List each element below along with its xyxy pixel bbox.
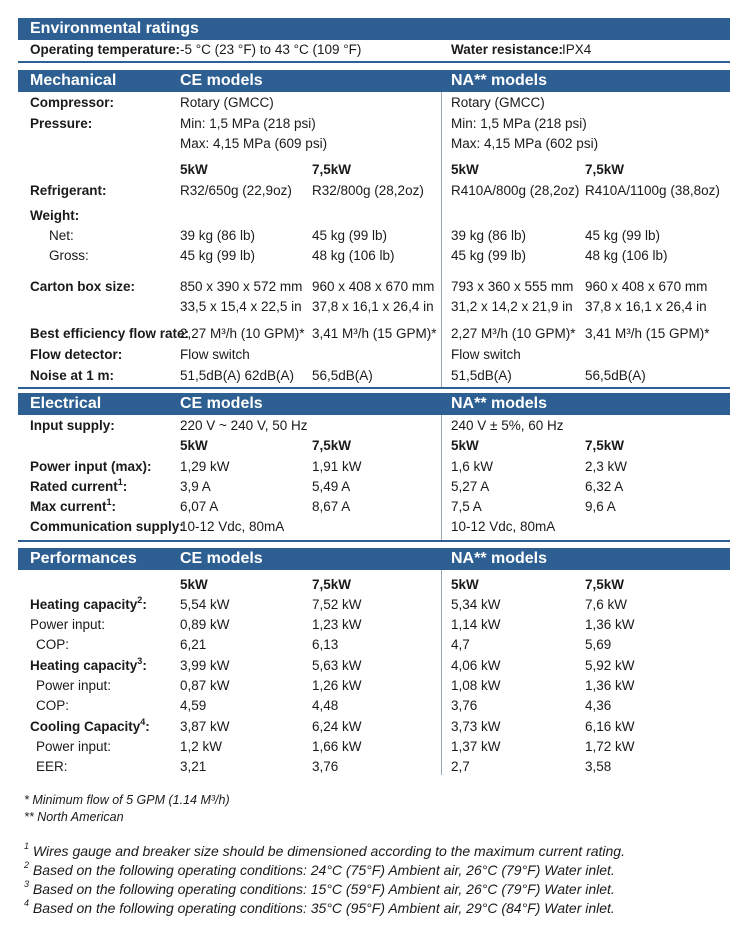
max-current-label: Max current$^1$: <box>30 496 117 514</box>
footnote-ref: 1 <box>106 496 112 507</box>
heating-capacity-value: 5,92 kW <box>585 658 635 673</box>
section-divider <box>18 387 730 389</box>
flow-rate-value: 3,41 M³/h (15 GPM)* <box>585 326 710 341</box>
col-header-5kw: 5kW <box>451 438 479 453</box>
col-header-5kw: 5kW <box>180 438 208 453</box>
power-input-label: Power input: <box>36 678 112 693</box>
col-header-75kw: 7,5kW <box>585 438 625 453</box>
power-input-label: Power input: <box>30 617 106 632</box>
water-resistance-value: IPX4 <box>562 42 592 57</box>
refrigerant-value: R410A/800g (28,2oz) <box>451 183 580 198</box>
pressure-label: Pressure: <box>30 116 93 131</box>
footnote-ref: 2 <box>137 594 143 605</box>
electrical-title: Electrical <box>30 395 102 412</box>
gross-weight-value: 48 kg (106 lb) <box>312 248 395 263</box>
net-weight-value: 39 kg (86 lb) <box>180 228 256 243</box>
communication-supply-ce: 10-12 Vdc, 80mA <box>180 519 285 534</box>
gross-weight-label: Gross: <box>49 248 89 263</box>
power-input-value: 1,26 kW <box>312 678 362 693</box>
cop-label: COP: <box>36 698 70 713</box>
power-input-value: 1,37 kW <box>451 739 501 754</box>
carton-mm-value: 960 x 408 x 670 mm <box>312 279 435 294</box>
power-input-value: 0,89 kW <box>180 617 230 632</box>
heating-capacity-value: 5,54 kW <box>180 597 230 612</box>
net-weight-label: Net: <box>49 228 74 243</box>
power-input-value: 1,72 kW <box>585 739 635 754</box>
environmental-header <box>18 18 730 40</box>
heating-capacity-value: 7,6 kW <box>585 597 628 612</box>
refrigerant-value: R410A/1100g (38,8oz) <box>585 183 720 198</box>
north-american-note: ** North American <box>24 810 124 824</box>
gross-weight-value: 48 kg (106 lb) <box>585 248 668 263</box>
eer-value: 3,76 <box>312 759 339 774</box>
col-header-75kw: 7,5kW <box>585 577 625 592</box>
pressure-na-min: Min: 1,5 MPa (218 psi) <box>451 116 587 131</box>
cooling-capacity-value: 6,24 kW <box>312 719 362 734</box>
column-divider <box>441 92 442 388</box>
rated-current-value: 6,32 A <box>585 479 624 494</box>
carton-in-value: 31,2 x 14,2 x 21,9 in <box>451 299 573 314</box>
flow-rate-value: 2,27 M³/h (10 GPM)* <box>180 326 305 341</box>
footnote-ref: 4 <box>140 716 146 727</box>
noise-value: 56,5dB(A) <box>585 368 646 383</box>
operating-temperature-value: -5 °C (23 °F) to 43 °C (109 °F) <box>180 42 362 57</box>
cop-value: 3,76 <box>451 698 478 713</box>
col-header-5kw: 5kW <box>180 577 208 592</box>
refrigerant-label: Refrigerant: <box>30 183 107 198</box>
power-input-max-label: Power input (max): <box>30 459 152 474</box>
power-input-value: 1,36 kW <box>585 617 635 632</box>
communication-supply-label: Communication supply: <box>30 519 184 534</box>
cop-value: 5,69 <box>585 637 612 652</box>
heating-capacity-value: 4,06 kW <box>451 658 501 673</box>
col-header-75kw: 7,5kW <box>312 577 352 592</box>
power-input-max-value: 2,3 kW <box>585 459 628 474</box>
carton-in-value: 33,5 x 15,4 x 22,5 in <box>180 299 302 314</box>
max-current-value: 7,5 A <box>451 499 482 514</box>
cop-label: COP: <box>36 637 70 652</box>
pressure-na-max: Max: 4,15 MPa (602 psi) <box>451 136 599 151</box>
max-current-value: 9,6 A <box>585 499 616 514</box>
power-input-max-value: 1,91 kW <box>312 459 362 474</box>
max-current-value: 8,67 A <box>312 499 351 514</box>
footnote-ref: 3 <box>137 655 143 666</box>
heating-capacity-value: 5,63 kW <box>312 658 362 673</box>
mechanical-title: Mechanical <box>30 72 117 89</box>
noise-value: 51,5dB(A) <box>451 368 512 383</box>
eer-value: 3,21 <box>180 759 207 774</box>
power-input-label: Power input: <box>36 739 112 754</box>
power-input-max-value: 1,6 kW <box>451 459 494 474</box>
flow-rate-value: 2,27 M³/h (10 GPM)* <box>451 326 576 341</box>
input-supply-ce: 220 V ~ 240 V, 50 Hz <box>180 418 308 433</box>
gross-weight-value: 45 kg (99 lb) <box>451 248 527 263</box>
compressor-na: Rotary (GMCC) <box>451 95 545 110</box>
net-weight-value: 45 kg (99 lb) <box>312 228 388 243</box>
net-weight-value: 45 kg (99 lb) <box>585 228 661 243</box>
performances-header <box>18 548 730 570</box>
heating-capacity-value: 3,99 kW <box>180 658 230 673</box>
input-supply-label: Input supply: <box>30 418 115 433</box>
refrigerant-value: R32/650g (22,9oz) <box>180 183 292 198</box>
eer-label: EER: <box>36 759 68 774</box>
heating-capacity-value: 7,52 kW <box>312 597 362 612</box>
col-header-75kw: 7,5kW <box>312 162 352 177</box>
compressor-label: Compressor: <box>30 95 115 110</box>
section-divider <box>18 61 730 63</box>
carton-mm-value: 960 x 408 x 670 mm <box>585 279 708 294</box>
cop-value: 6,13 <box>312 637 339 652</box>
power-input-value: 1,23 kW <box>312 617 362 632</box>
noise-value: 56,5dB(A) <box>312 368 373 383</box>
rated-current-value: 5,49 A <box>312 479 351 494</box>
water-resistance-label: Water resistance: <box>451 42 564 57</box>
cop-value: 4,59 <box>180 698 207 713</box>
cop-value: 6,21 <box>180 637 207 652</box>
power-input-value: 0,87 kW <box>180 678 230 693</box>
max-current-value: 6,07 A <box>180 499 219 514</box>
cooling-capacity-value: 3,87 kW <box>180 719 230 734</box>
rated-current-value: 5,27 A <box>451 479 490 494</box>
col-header-5kw: 5kW <box>451 577 479 592</box>
column-divider <box>441 570 442 775</box>
carton-mm-value: 850 x 390 x 572 mm <box>180 279 303 294</box>
noise-label: Noise at 1 m: <box>30 368 115 383</box>
rated-current-value: 3,9 A <box>180 479 211 494</box>
mechanical-na-title: NA** models <box>451 72 548 89</box>
gross-weight-value: 45 kg (99 lb) <box>180 248 256 263</box>
refrigerant-value: R32/800g (28,2oz) <box>312 183 424 198</box>
heating-capacity-3-label: Heating capacity$^3$: <box>30 655 147 673</box>
electrical-ce-title: CE models <box>180 395 263 412</box>
cooling-capacity-label: Cooling Capacity$^4$: <box>30 716 150 734</box>
carton-mm-value: 793 x 360 x 555 mm <box>451 279 574 294</box>
electrical-na-title: NA** models <box>451 395 548 412</box>
minimum-flow-note: * Minimum flow of 5 GPM (1.14 M³/h) <box>24 793 230 807</box>
power-input-max-value: 1,29 kW <box>180 459 230 474</box>
power-input-value: 1,08 kW <box>451 678 501 693</box>
power-input-value: 1,14 kW <box>451 617 501 632</box>
eer-value: 3,58 <box>585 759 612 774</box>
performances-title: Performances <box>30 550 137 567</box>
flow-rate-value: 3,41 M³/h (15 GPM)* <box>312 326 437 341</box>
column-divider <box>441 415 442 541</box>
cooling-capacity-value: 3,73 kW <box>451 719 501 734</box>
net-weight-value: 39 kg (86 lb) <box>451 228 527 243</box>
cop-value: 4,36 <box>585 698 612 713</box>
col-header-5kw: 5kW <box>180 162 208 177</box>
rated-current-label: Rated current$^1$: <box>30 476 128 494</box>
footnote-3: $^3$ Based on the following operating conditions: 15°C (59°F) Ambient air, 26°C (79°F) Water inlet. <box>24 879 615 897</box>
footnote-4: $^4$ Based on the following operating conditions: 35°C (95°F) Ambient air, 29°C (84°F) Water inlet. <box>24 898 615 916</box>
flow-detector-na: Flow switch <box>451 347 521 362</box>
input-supply-na: 240 V ± 5%, 60 Hz <box>451 418 564 433</box>
section-divider <box>18 540 730 542</box>
eer-value: 2,7 <box>451 759 470 774</box>
power-input-value: 1,36 kW <box>585 678 635 693</box>
electrical-header <box>18 393 730 415</box>
col-header-75kw: 7,5kW <box>312 438 352 453</box>
mechanical-header <box>18 70 730 92</box>
power-input-value: 1,2 kW <box>180 739 223 754</box>
cop-value: 4,7 <box>451 637 470 652</box>
compressor-ce: Rotary (GMCC) <box>180 95 274 110</box>
heating-capacity-value: 5,34 kW <box>451 597 501 612</box>
mechanical-ce-title: CE models <box>180 72 263 89</box>
carton-in-value: 37,8 x 16,1 x 26,4 in <box>312 299 434 314</box>
communication-supply-na: 10-12 Vdc, 80mA <box>451 519 556 534</box>
carton-box-size-label: Carton box size: <box>30 279 136 294</box>
operating-temperature-label: Operating temperature: <box>30 42 181 57</box>
pressure-ce-max: Max: 4,15 MPa (609 psi) <box>180 136 328 151</box>
heating-capacity-2-label: Heating capacity$^2$: <box>30 594 147 612</box>
environmental-title: Environmental ratings <box>30 20 199 37</box>
footnote-2: $^2$ Based on the following operating conditions: 24°C (75°F) Ambient air, 26°C (79°F) Water inlet. <box>24 860 615 878</box>
weight-label: Weight: <box>30 208 80 223</box>
footnote-ref: 1 <box>117 476 123 487</box>
power-input-value: 1,66 kW <box>312 739 362 754</box>
flow-rate-label: Best efficiency flow rate: <box>30 326 190 341</box>
flow-detector-ce: Flow switch <box>180 347 250 362</box>
footnote-1: $^1$ Wires gauge and breaker size should be dimensioned according to the maximum current rating. <box>24 841 625 859</box>
flow-detector-label: Flow detector: <box>30 347 123 362</box>
carton-in-value: 37,8 x 16,1 x 26,4 in <box>585 299 707 314</box>
noise-value: 51,5dB(A) 62dB(A) <box>180 368 295 383</box>
cooling-capacity-value: 6,16 kW <box>585 719 635 734</box>
col-header-75kw: 7,5kW <box>585 162 625 177</box>
pressure-ce-min: Min: 1,5 MPa (218 psi) <box>180 116 316 131</box>
performances-ce-title: CE models <box>180 550 263 567</box>
performances-na-title: NA** models <box>451 550 548 567</box>
col-header-5kw: 5kW <box>451 162 479 177</box>
cop-value: 4,48 <box>312 698 339 713</box>
